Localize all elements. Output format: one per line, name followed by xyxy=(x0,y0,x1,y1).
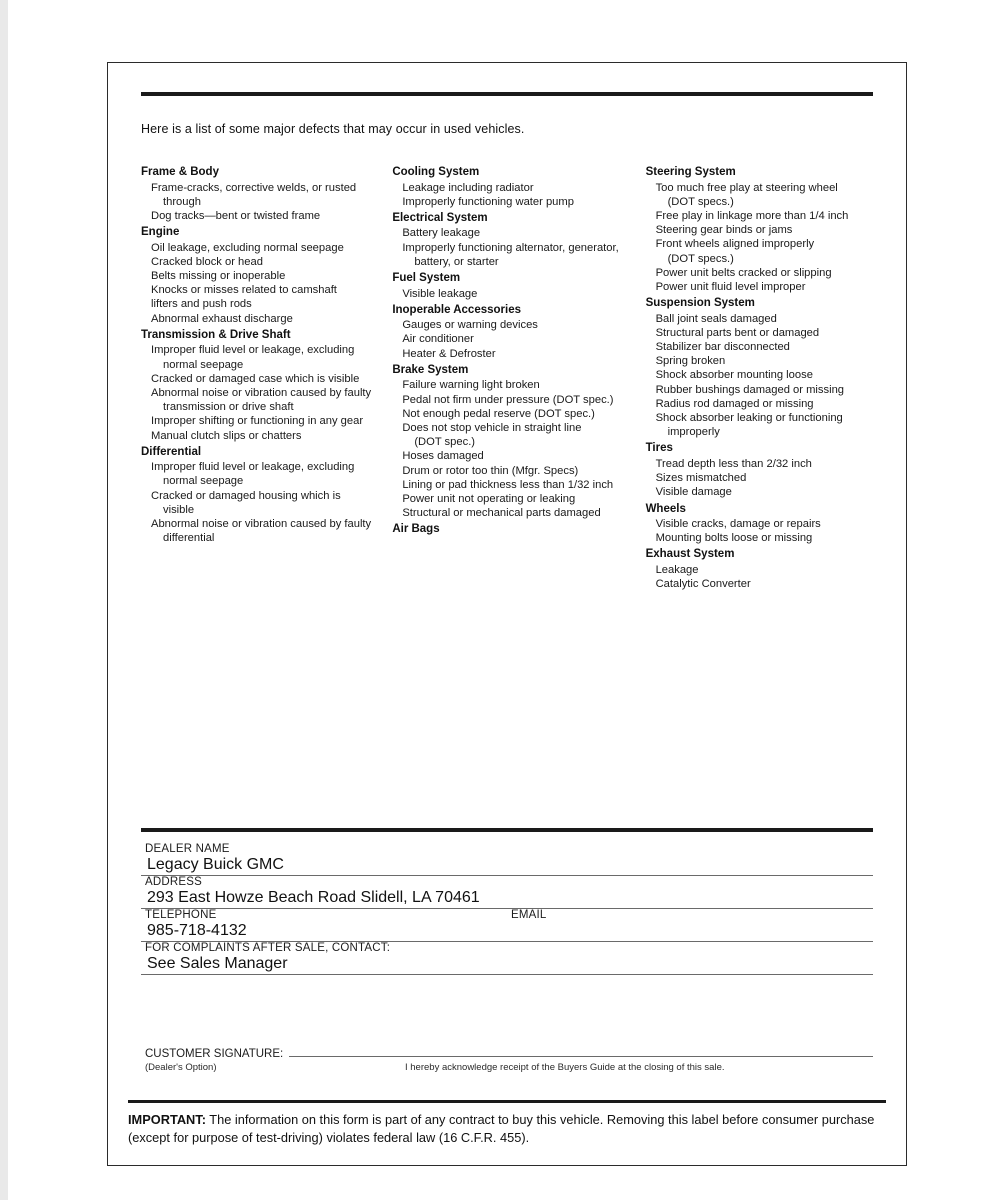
defect-group xyxy=(392,165,635,209)
defect-group xyxy=(646,547,881,591)
defect-list-item: transmission or drive shaft xyxy=(163,401,294,414)
defect-list xyxy=(392,181,635,209)
defect-list-item: Dog tracks—bent or twisted frame xyxy=(151,209,321,222)
defect-list-item: Does not stop vehicle in straight line xyxy=(402,421,582,434)
defect-list-item: Pedal not firm under pressure (DOT spec.) xyxy=(402,393,614,406)
defect-list-item: Improperly functioning water pump xyxy=(402,195,574,208)
customer-signature-block xyxy=(141,1048,873,1073)
defect-group xyxy=(141,165,382,223)
defect-group-title: Tires xyxy=(645,442,673,455)
buyers-guide-sheet xyxy=(107,62,907,1166)
defect-list-item: Failure warning light broken xyxy=(402,379,540,392)
defect-group-title: Frame & Body xyxy=(141,166,219,178)
defect-list-item: through xyxy=(163,195,201,208)
defect-group-title: Inoperable Accessories xyxy=(392,303,522,316)
signature-line[interactable] xyxy=(289,1056,873,1057)
signature-row xyxy=(141,1048,873,1060)
defect-list-item: Heater & Defroster xyxy=(402,347,496,360)
defect-list-item: visible xyxy=(163,503,195,516)
defect-list-item: Abnormal noise or vibration caused by faulty xyxy=(151,386,372,399)
defect-list-item: Power unit belts cracked or slipping xyxy=(655,266,832,279)
defect-list xyxy=(646,457,881,500)
important-heading: IMPORTANT: xyxy=(128,1112,206,1127)
signature-subrow xyxy=(141,1062,873,1073)
defect-list xyxy=(141,460,382,545)
defect-list-item: Shock absorber leaking or functioning xyxy=(655,412,843,425)
defect-list-item: Leakage including radiator xyxy=(402,181,534,194)
defect-list-item: Spring broken xyxy=(655,355,726,368)
defect-group xyxy=(392,303,635,361)
defect-list-item: Power unit fluid level improper xyxy=(655,280,806,293)
defect-list-item: Power unit not operating or leaking xyxy=(402,492,576,505)
left-edge-strip xyxy=(0,0,8,1200)
defect-list-item: Front wheels aligned improperly xyxy=(655,238,815,251)
defect-list xyxy=(141,343,382,442)
defect-list-item: Abnormal noise or vibration caused by faulty xyxy=(151,518,372,531)
defect-list-item: normal seepage xyxy=(163,358,244,371)
complaints-underline xyxy=(141,974,873,975)
defect-list-item: Too much free play at steering wheel xyxy=(655,181,838,194)
defect-list-item: Visible leakage xyxy=(402,287,478,300)
intro-text: Here is a list of some major defects that may occur in used vehicles. xyxy=(141,122,525,136)
telephone-email-values xyxy=(141,921,873,941)
defect-group xyxy=(392,363,635,521)
defect-list-item: (DOT spec.) xyxy=(414,436,476,449)
defect-group-title: Cooling System xyxy=(392,166,480,178)
defect-list-item: Catalytic Converter xyxy=(655,578,751,591)
defect-list xyxy=(141,181,382,224)
defect-list-item: Radius rod damaged or missing xyxy=(655,397,814,410)
defect-list-item: Visible damage xyxy=(655,486,732,499)
defect-group xyxy=(646,502,881,546)
defect-group-title: Electrical System xyxy=(392,211,488,224)
defect-list-item: Ball joint seals damaged xyxy=(655,312,777,325)
defect-group-title: Steering System xyxy=(645,166,736,178)
defect-list-item: Leakage xyxy=(655,563,699,576)
defect-group xyxy=(141,225,382,326)
defect-list-item: (DOT specs.) xyxy=(667,252,734,265)
defect-list-item: normal seepage xyxy=(163,475,244,488)
defect-list-item: Hoses damaged xyxy=(402,450,484,463)
dealer-name-label: DEALER NAME xyxy=(145,843,230,855)
defect-list-item: Lining or pad thickness less than 1/32 inch xyxy=(402,478,614,491)
acknowledgement-text: I hereby acknowledge receipt of the Buyers Guide at the closing of this sale. xyxy=(405,1062,725,1073)
mid-divider-rule xyxy=(141,828,873,832)
defect-group-title: Differential xyxy=(141,445,202,458)
defect-list-item: Rubber bushings damaged or missing xyxy=(655,383,845,396)
telephone-value[interactable]: 985-718-4132 xyxy=(147,922,247,939)
defect-list xyxy=(646,181,881,295)
defect-group xyxy=(392,522,635,538)
defect-list-item: differential xyxy=(163,532,215,545)
defect-list-item: Not enough pedal reserve (DOT spec.) xyxy=(402,407,595,420)
defect-list-item: Battery leakage xyxy=(402,227,481,240)
defect-group xyxy=(141,445,382,546)
defect-list-item: battery, or starter xyxy=(414,255,499,268)
email-value[interactable] xyxy=(507,921,873,941)
top-divider-rule xyxy=(141,92,873,96)
defect-list-item: Abnormal exhaust discharge xyxy=(151,312,293,325)
bottom-divider-rule xyxy=(128,1100,886,1103)
defect-list-item: Cracked block or head xyxy=(151,255,263,268)
defect-group xyxy=(392,211,635,269)
defect-list-item: Air conditioner xyxy=(402,333,474,346)
defect-group-title: Suspension System xyxy=(645,297,755,310)
defect-group-title: Exhaust System xyxy=(645,548,735,561)
defect-group xyxy=(646,165,881,294)
defect-list-item: Free play in linkage more than 1/4 inch xyxy=(655,209,849,222)
complaints-label: FOR COMPLAINTS AFTER SALE, CONTACT: xyxy=(145,942,391,954)
telephone-label: TELEPHONE xyxy=(145,909,217,921)
defect-list-item: Tread depth less than 2/32 inch xyxy=(655,457,812,470)
defect-list-item: improperly xyxy=(667,426,720,439)
defect-list xyxy=(646,312,881,440)
defect-list-item: Cracked or damaged case which is visible xyxy=(151,372,360,385)
defect-list-item: Improperly functioning alternator, generator, xyxy=(402,241,619,254)
defect-list-item: Cracked or damaged housing which is xyxy=(151,489,341,502)
defect-list-item: Drum or rotor too thin (Mfgr. Specs) xyxy=(402,464,579,477)
defect-list-item: Shock absorber mounting loose xyxy=(655,369,813,382)
defect-group xyxy=(392,271,635,301)
defect-group-title: Engine xyxy=(141,226,180,239)
address-label: ADDRESS xyxy=(145,876,202,888)
defect-list xyxy=(646,517,881,545)
defect-list-item: Improper fluid level or leakage, excluding xyxy=(151,461,355,474)
defect-list-item: lifters and push rods xyxy=(151,298,252,311)
complaints-value[interactable]: See Sales Manager xyxy=(147,955,288,972)
defects-columns xyxy=(141,163,881,591)
telephone-email-labels xyxy=(141,909,873,921)
defects-column-1 xyxy=(141,163,392,591)
important-text: The information on this form is part of any contract to buy this vehicle. Removing this label before consumer purchase (except for purpose of test-driving) violates federal law (16 C.F.R. 455). xyxy=(128,1112,875,1145)
defect-list xyxy=(392,287,635,301)
signature-label: CUSTOMER SIGNATURE: xyxy=(145,1048,284,1060)
defect-list xyxy=(141,241,382,326)
defect-list-item: Sizes mismatched xyxy=(655,472,747,485)
defect-group-title: Transmission & Drive Shaft xyxy=(141,328,291,341)
defect-list-item: Mounting bolts loose or missing xyxy=(655,532,813,545)
address-value[interactable]: 293 East Howze Beach Road Slidell, LA 70461 xyxy=(147,889,480,906)
defects-column-2 xyxy=(392,163,645,591)
email-label: EMAIL xyxy=(511,909,547,921)
defect-group xyxy=(646,441,881,499)
dealer-option-note: (Dealer's Option) xyxy=(145,1062,217,1073)
defect-list-item: Manual clutch slips or chatters xyxy=(151,429,302,442)
defect-list-item: Stabilizer bar disconnected xyxy=(655,341,790,354)
defect-list xyxy=(392,378,635,520)
defect-list-item: Knocks or misses related to camshaft xyxy=(151,284,337,297)
defect-list-item: Steering gear binds or jams xyxy=(655,224,793,237)
dealer-info-block xyxy=(141,843,873,975)
defect-group-title: Fuel System xyxy=(392,272,461,285)
defect-list-item: Structural parts bent or damaged xyxy=(655,326,820,339)
defect-list xyxy=(392,318,635,361)
defect-group-title: Wheels xyxy=(645,502,686,515)
defect-list-item: Gauges or warning devices xyxy=(402,319,538,332)
defect-list xyxy=(646,563,881,591)
dealer-name-value[interactable]: Legacy Buick GMC xyxy=(147,856,284,873)
defect-list-item: Improper fluid level or leakage, excluding xyxy=(151,344,355,357)
important-notice xyxy=(128,1111,880,1147)
defect-list-item: Oil leakage, excluding normal seepage xyxy=(151,241,344,254)
defect-list-item: (DOT specs.) xyxy=(667,195,734,208)
defect-list xyxy=(392,226,635,269)
defect-group xyxy=(141,328,382,443)
defect-list-item: Improper shifting or functioning in any gear xyxy=(151,415,364,428)
defect-list-item: Visible cracks, damage or repairs xyxy=(655,518,821,531)
defects-column-3 xyxy=(646,163,881,591)
defect-list-item: Frame-cracks, corrective welds, or rusted xyxy=(151,181,357,194)
defect-group xyxy=(646,296,881,439)
defect-list-item: Structural or mechanical parts damaged xyxy=(402,507,601,520)
defect-group-title: Air Bags xyxy=(392,523,440,536)
defect-group-title: Brake System xyxy=(392,363,469,376)
defect-list-item: Belts missing or inoperable xyxy=(151,270,286,283)
